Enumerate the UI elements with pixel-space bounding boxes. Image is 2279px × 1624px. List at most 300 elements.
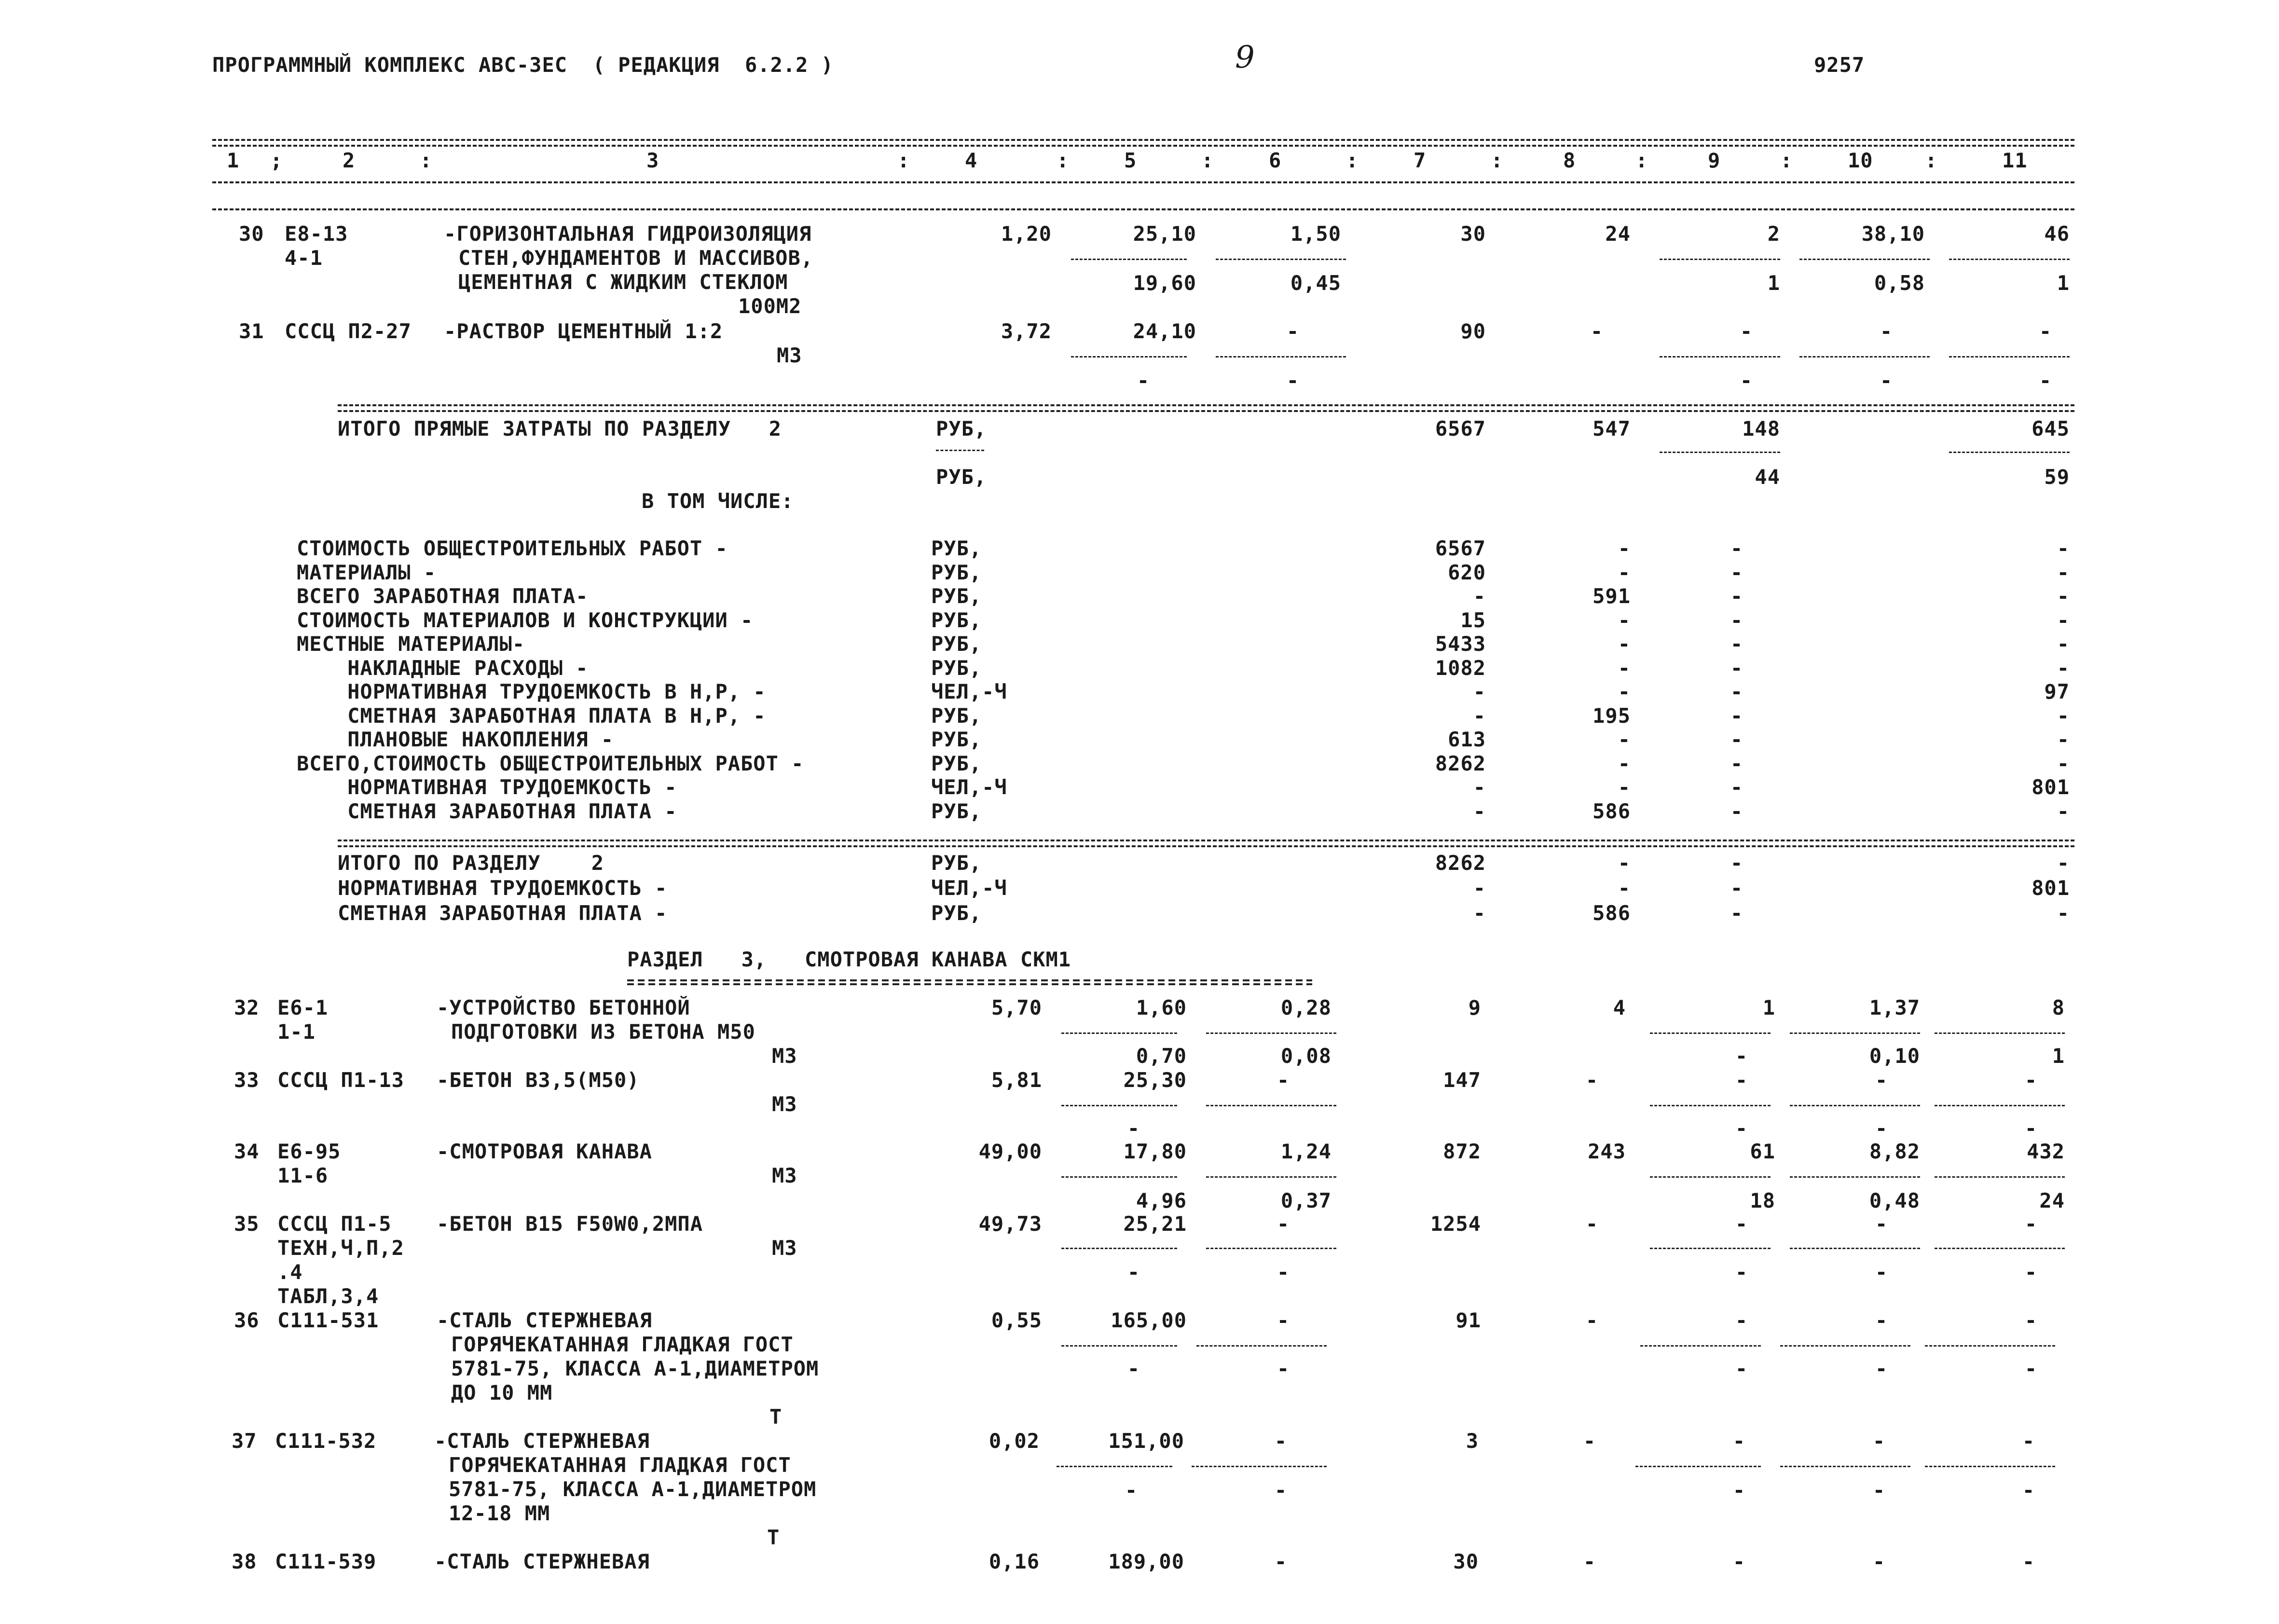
col-sep: : [1925, 149, 1938, 172]
rate-code-2: ТЕХН,Ч,П,2 [277, 1236, 404, 1260]
cell: - [1583, 1550, 1596, 1573]
unit: РУБ, [931, 584, 982, 608]
section-title: РАЗДЕЛ 3, СМОТРОВАЯ КАНАВА СКМ1 [627, 948, 1071, 971]
underline [1206, 1176, 1336, 1178]
total-label: ИТОГО ПРЯМЫЕ ЗАТРАТЫ ПО РАЗДЕЛУ 2 [338, 417, 782, 440]
cell: - [1127, 1260, 1140, 1284]
cell: - [1735, 1068, 1748, 1092]
cell: 59 [2044, 465, 2070, 489]
cell: - [1740, 319, 1753, 343]
unit: М3 [772, 1092, 797, 1116]
cell: - [1618, 680, 1631, 703]
line-label: СМЕТНАЯ ЗАРАБОТНАЯ ПЛАТА - [338, 901, 668, 925]
cell: - [1590, 319, 1604, 343]
line-label: ВСЕГО ЗАРАБОТНАЯ ПЛАТА- [297, 584, 589, 608]
table-top-rule [212, 139, 2074, 141]
cell: 3,72 [1001, 319, 1052, 343]
unit: РУБ, [931, 799, 982, 823]
cell: - [1740, 369, 1753, 392]
line-label: НОРМАТИВНАЯ ТРУДОЕМКОСТЬ - [338, 876, 668, 900]
cell: - [2057, 656, 2070, 680]
cell: - [1277, 1260, 1290, 1284]
cell: 24,10 [1133, 319, 1196, 343]
rate-code-2: 1-1 [277, 1020, 316, 1044]
cell: 586 [1593, 799, 1631, 823]
col-6: 6 [1269, 149, 1282, 172]
unit: РУБ, [931, 560, 982, 584]
cell: - [1730, 632, 1744, 656]
underline [1799, 356, 1930, 358]
item-description: -СТАЛЬ СТЕРЖНЕВАЯ [434, 1429, 650, 1453]
cell: 591 [1593, 584, 1631, 608]
unit: М3 [772, 1236, 797, 1260]
line-label: ИТОГО ПО РАЗДЕЛУ 2 [338, 851, 604, 875]
unit: РУБ, [931, 751, 982, 775]
underline [1196, 1345, 1327, 1347]
header-bottom-rule-2 [212, 208, 2074, 210]
cell: - [1618, 656, 1631, 680]
cell: 8262 [1435, 851, 1486, 875]
cell: 9 [1468, 996, 1481, 1019]
cell: - [1735, 1357, 1748, 1380]
cell: - [1277, 1068, 1290, 1092]
cell: 17,80 [1123, 1140, 1187, 1163]
cell: - [1730, 775, 1744, 799]
cell: 24 [2039, 1189, 2065, 1212]
unit: ЧЕЛ,-Ч [931, 876, 1007, 900]
cell: 801 [2032, 876, 2070, 900]
cell: - [1473, 703, 1486, 728]
cell: 1,24 [1280, 1140, 1332, 1163]
unit: М3 [772, 1164, 797, 1187]
cell: - [1730, 901, 1744, 925]
item-description: -БЕТОН В3,5(М50) [437, 1068, 640, 1092]
underline [1660, 259, 1780, 260]
item-description: 5781-75, КЛАССА А-1,ДИАМЕТРОМ [451, 1357, 819, 1380]
cell: 3 [1466, 1429, 1479, 1453]
cell: 1 [1762, 996, 1775, 1019]
col-2: 2 [343, 149, 356, 172]
cell: - [1730, 608, 1744, 632]
item-description: -РАСТВОР ЦЕМЕНТНЫЙ 1:2 [444, 319, 723, 343]
cell: - [1618, 608, 1631, 632]
section-total-rule-2 [338, 845, 2074, 847]
cell: - [1274, 1478, 1288, 1502]
cell: 1,60 [1136, 996, 1187, 1019]
cell: - [2024, 1260, 2038, 1284]
line-label: СТОИМОСТЬ МАТЕРИАЛОВ И КОНСТРУКЦИИ - [297, 608, 754, 632]
cell: 1,50 [1290, 222, 1341, 246]
cell: - [1277, 1212, 1290, 1236]
cell: 613 [1448, 728, 1486, 751]
cell: 801 [2032, 775, 2070, 799]
cell: 2 [1767, 222, 1780, 246]
item-description: -СМОТРОВАЯ КАНАВА [437, 1140, 652, 1163]
cell: - [2057, 632, 2070, 656]
line-label: СМЕТНАЯ ЗАРАБОТНАЯ ПЛАТА В Н,Р, - [297, 703, 766, 728]
cell: 1 [1767, 271, 1780, 295]
cell: - [1730, 728, 1744, 751]
col-sep: : [1057, 149, 1070, 172]
underline [1061, 1248, 1177, 1249]
underline [936, 450, 984, 451]
cell: 586 [1593, 901, 1631, 925]
cell: 97 [2044, 680, 2070, 703]
row-number: 32 [234, 996, 260, 1019]
row-number: 36 [234, 1308, 260, 1332]
underline [1935, 1248, 2065, 1249]
cell: 0,08 [1280, 1044, 1332, 1068]
underline [1780, 1466, 1910, 1467]
underline [1061, 1345, 1177, 1347]
row-number: 37 [232, 1429, 257, 1453]
line-label: МЕСТНЫЕ МАТЕРИАЛЫ- [297, 632, 525, 656]
cell: - [2022, 1429, 2035, 1453]
col-sep: : [1491, 149, 1504, 172]
col-4: 4 [965, 149, 978, 172]
cell: 19,60 [1133, 271, 1196, 295]
rate-code: Е8-13 [285, 222, 348, 246]
cell: 30 [1453, 1550, 1479, 1573]
cell: - [2024, 1357, 2038, 1380]
underline [1790, 1176, 1920, 1178]
cell: - [1875, 1116, 1888, 1140]
underline [1206, 1032, 1336, 1034]
handwritten-page-number: 9 [1235, 40, 1255, 75]
unit: ЧЕЛ,-Ч [931, 775, 1007, 799]
cell: 1082 [1435, 656, 1486, 680]
cell: - [2057, 901, 2070, 925]
cell: - [1732, 1550, 1746, 1573]
underline [1206, 1248, 1336, 1249]
cell: - [1730, 656, 1744, 680]
line-label: ПЛАНОВЫЕ НАКОПЛЕНИЯ - [297, 728, 614, 751]
cell: - [1735, 1308, 1748, 1332]
cell: 0,10 [1869, 1044, 1920, 1068]
col-5: 5 [1124, 149, 1137, 172]
underline [1925, 1466, 2055, 1467]
cell: - [1473, 799, 1486, 823]
cell: 0,37 [1280, 1189, 1332, 1212]
cell: 547 [1593, 417, 1631, 440]
subtotal-rule-2 [338, 410, 2074, 412]
cell: - [1730, 560, 1744, 584]
document-number: 9257 [1814, 53, 1865, 77]
cell: 151,00 [1108, 1429, 1184, 1453]
col-sep: : [1635, 149, 1648, 172]
unit: РУБ, [936, 465, 987, 489]
cell: - [1473, 901, 1486, 925]
underline [1660, 356, 1780, 358]
unit: М3 [777, 344, 802, 367]
cell: - [1730, 876, 1744, 900]
cell: 1254 [1430, 1212, 1481, 1236]
cell: 6567 [1435, 417, 1486, 440]
unit: РУБ, [936, 417, 987, 440]
cell: 30 [1460, 222, 1486, 246]
item-description: -ГОРИЗОНТАЛЬНАЯ ГИДРОИЗОЛЯЦИЯ [444, 222, 812, 246]
cell: 46 [2044, 222, 2070, 246]
cell: - [1735, 1044, 1748, 1068]
line-label: НОРМАТИВНАЯ ТРУДОЕМКОСТЬ - [297, 775, 677, 799]
cell: 38,10 [1861, 222, 1925, 246]
col-11: 11 [2002, 149, 2028, 172]
cell: - [1277, 1308, 1290, 1332]
cell: - [1618, 537, 1631, 560]
col-sep: : [897, 149, 910, 172]
cell: - [2024, 1212, 2038, 1236]
line-label: НОРМАТИВНАЯ ТРУДОЕМКОСТЬ В Н,Р, - [297, 680, 766, 703]
unit: РУБ, [931, 608, 982, 632]
cell: - [1473, 584, 1486, 608]
cell: 25,10 [1133, 222, 1196, 246]
cell: - [1872, 1478, 1886, 1502]
table-top-rule-2 [212, 145, 2074, 147]
rate-code: Е6-95 [277, 1140, 341, 1163]
cell: 1,20 [1001, 222, 1052, 246]
cell: 0,45 [1290, 271, 1341, 295]
underline [1061, 1176, 1177, 1178]
underline [1061, 1105, 1177, 1106]
cell: - [1618, 632, 1631, 656]
rate-code-2: 11-6 [277, 1164, 329, 1187]
item-description: ГОРЯЧЕКАТАННАЯ ГЛАДКАЯ ГОСТ [449, 1453, 791, 1477]
cell: 0,28 [1280, 996, 1332, 1019]
item-description: ГОРЯЧЕКАТАННАЯ ГЛАДКАЯ ГОСТ [451, 1333, 794, 1356]
col-10: 10 [1848, 149, 1873, 172]
cell: 5433 [1435, 632, 1486, 656]
cell: - [1875, 1357, 1888, 1380]
cell: - [1473, 876, 1486, 900]
subtotal-rule [338, 404, 2074, 406]
unit: РУБ, [931, 656, 982, 680]
item-description: СТЕН,ФУНДАМЕНТОВ И МАССИВОВ, [458, 246, 814, 270]
cell: - [1880, 319, 1893, 343]
item-description: 12-18 ММ [449, 1501, 550, 1525]
rate-code: С111-539 [275, 1550, 377, 1573]
cell: - [2057, 703, 2070, 728]
including-label: В ТОМ ЧИСЛЕ: [642, 489, 794, 513]
cell: - [1732, 1429, 1746, 1453]
col-8: 8 [1563, 149, 1576, 172]
cell: - [2057, 537, 2070, 560]
underline [1790, 1032, 1920, 1034]
cell: - [1872, 1429, 1886, 1453]
cell: - [2057, 560, 2070, 584]
cell: 189,00 [1108, 1550, 1184, 1573]
cell: 8 [2052, 996, 2065, 1019]
underline [1071, 356, 1187, 358]
row-number: 35 [234, 1212, 260, 1236]
underline [1949, 452, 2070, 453]
cell: 25,21 [1123, 1212, 1187, 1236]
row-number: 38 [232, 1550, 257, 1573]
col-sep: ; [270, 149, 283, 172]
cell: - [1730, 537, 1744, 560]
item-description: ПОДГОТОВКИ ИЗ БЕТОНА М50 [451, 1020, 755, 1044]
unit: М3 [772, 1044, 797, 1068]
cell: - [2057, 751, 2070, 775]
cell: 1,37 [1869, 996, 1920, 1019]
cell: 432 [2027, 1140, 2065, 1163]
rate-code: С111-531 [277, 1308, 379, 1332]
cell: 4,96 [1136, 1189, 1187, 1212]
cell: - [2024, 1308, 2038, 1332]
cell: - [1274, 1429, 1288, 1453]
underline [1216, 259, 1346, 260]
cell: 243 [1588, 1140, 1626, 1163]
cell: - [1618, 851, 1631, 875]
title-double-underline [627, 979, 1312, 981]
cell: 195 [1593, 703, 1631, 728]
cell: 0,55 [991, 1308, 1042, 1332]
underline [1790, 1105, 1920, 1106]
cell: - [1730, 751, 1744, 775]
unit: Т [767, 1526, 780, 1549]
cell: - [1473, 680, 1486, 703]
unit: Т [769, 1405, 783, 1429]
cell: - [1473, 775, 1486, 799]
cell: - [2057, 799, 2070, 823]
row-number: 30 [239, 222, 264, 246]
cell: 0,16 [988, 1550, 1040, 1573]
header-bottom-rule [212, 181, 2074, 183]
underline [1650, 1032, 1771, 1034]
section-total-rule [338, 840, 2074, 841]
cell: - [2039, 369, 2052, 392]
cell: 620 [1448, 560, 1486, 584]
cell: 0,58 [1874, 271, 1925, 295]
line-label: СТОИМОСТЬ ОБЩЕСТРОИТЕЛЬНЫХ РАБОТ - [297, 537, 728, 560]
cell: - [1274, 1550, 1288, 1573]
cell: - [2057, 584, 2070, 608]
item-description: -УСТРОЙСТВО БЕТОННОЙ [437, 996, 690, 1019]
cell: - [1735, 1212, 1748, 1236]
cell: - [1732, 1478, 1746, 1502]
cell: - [1585, 1068, 1599, 1092]
rate-code: СССЦ П1-5 [277, 1212, 392, 1236]
cell: - [1872, 1550, 1886, 1573]
cell: 61 [1750, 1140, 1775, 1163]
cell: 24 [1605, 222, 1631, 246]
underline [1640, 1345, 1761, 1347]
underline [1935, 1105, 2065, 1106]
cell: - [1730, 703, 1744, 728]
cell: - [1730, 799, 1744, 823]
cell: - [1880, 369, 1893, 392]
underline [1935, 1032, 2065, 1034]
line-label: НАКЛАДНЫЕ РАСХОДЫ - [297, 656, 589, 680]
unit: ЧЕЛ,-Ч [931, 680, 1007, 703]
cell: 1 [2052, 1044, 2065, 1068]
unit: РУБ, [931, 703, 982, 728]
row-number: 31 [239, 319, 264, 343]
cell: - [2057, 728, 2070, 751]
cell: 49,00 [978, 1140, 1042, 1163]
col-3: 3 [646, 149, 659, 172]
cell: - [2057, 851, 2070, 875]
cell: - [1735, 1260, 1748, 1284]
underline [1071, 259, 1187, 260]
unit: РУБ, [931, 851, 982, 875]
cell: 0,02 [988, 1429, 1040, 1453]
rate-code-4: ТАБЛ,3,4 [277, 1284, 379, 1308]
col-sep: : [1780, 149, 1793, 172]
cell: 4 [1613, 996, 1626, 1019]
cell: - [1137, 369, 1150, 392]
underline [1799, 259, 1930, 260]
cell: - [2024, 1068, 2038, 1092]
cell: - [1618, 560, 1631, 584]
unit: РУБ, [931, 632, 982, 656]
cell: 44 [1755, 465, 1780, 489]
cell: - [1618, 728, 1631, 751]
col-sep: : [1201, 149, 1214, 172]
cell: - [1585, 1212, 1599, 1236]
underline [1057, 1466, 1172, 1467]
cell: - [2039, 319, 2052, 343]
rate-code-3: .4 [277, 1260, 303, 1284]
col-sep: : [1346, 149, 1359, 172]
cell: - [1875, 1212, 1888, 1236]
cell: 148 [1742, 417, 1780, 440]
line-label: МАТЕРИАЛЫ - [297, 560, 437, 584]
cell: - [1730, 851, 1744, 875]
cell: 165,00 [1111, 1308, 1187, 1332]
item-description: 5781-75, КЛАССА А-1,ДИАМЕТРОМ [449, 1477, 817, 1501]
cell: - [1730, 584, 1744, 608]
cell: 8,82 [1869, 1140, 1920, 1163]
underline [1635, 1466, 1761, 1467]
cell: 15 [1460, 608, 1486, 632]
cell: 18 [1750, 1189, 1775, 1212]
underline [1216, 356, 1346, 358]
cell: - [1585, 1308, 1599, 1332]
cell: - [2024, 1116, 2038, 1140]
underline [1949, 356, 2070, 358]
col-sep: : [420, 149, 433, 172]
underline [1650, 1105, 1771, 1106]
cell: 0,70 [1136, 1044, 1187, 1068]
cell: 91 [1455, 1308, 1481, 1332]
cell: 147 [1443, 1068, 1481, 1092]
cell: - [2022, 1478, 2035, 1502]
cell: - [1735, 1116, 1748, 1140]
cell: 5,81 [991, 1068, 1042, 1092]
cell: - [2057, 608, 2070, 632]
cell: - [1618, 775, 1631, 799]
item-description: ЦЕМЕНТНАЯ С ЖИДКИМ СТЕКЛОМ [458, 270, 788, 294]
underline [1790, 1248, 1920, 1249]
col-9: 9 [1708, 149, 1721, 172]
item-description: -СТАЛЬ СТЕРЖНЕВАЯ [437, 1308, 652, 1332]
rate-code-2: 4-1 [285, 246, 323, 270]
cell: 5,70 [991, 996, 1042, 1019]
unit: РУБ, [931, 901, 982, 925]
underline [1925, 1345, 2055, 1347]
line-label: СМЕТНАЯ ЗАРАБОТНАЯ ПЛАТА - [297, 799, 677, 823]
cell: - [1277, 1357, 1290, 1380]
cell: - [1286, 319, 1300, 343]
unit: РУБ, [931, 728, 982, 751]
underline [1206, 1105, 1336, 1106]
cell: - [1127, 1357, 1140, 1380]
rate-code: С111-532 [275, 1429, 377, 1453]
underline [1650, 1248, 1771, 1249]
col-1: 1 [227, 149, 240, 172]
underline [1780, 1345, 1910, 1347]
cell: - [1286, 369, 1300, 392]
